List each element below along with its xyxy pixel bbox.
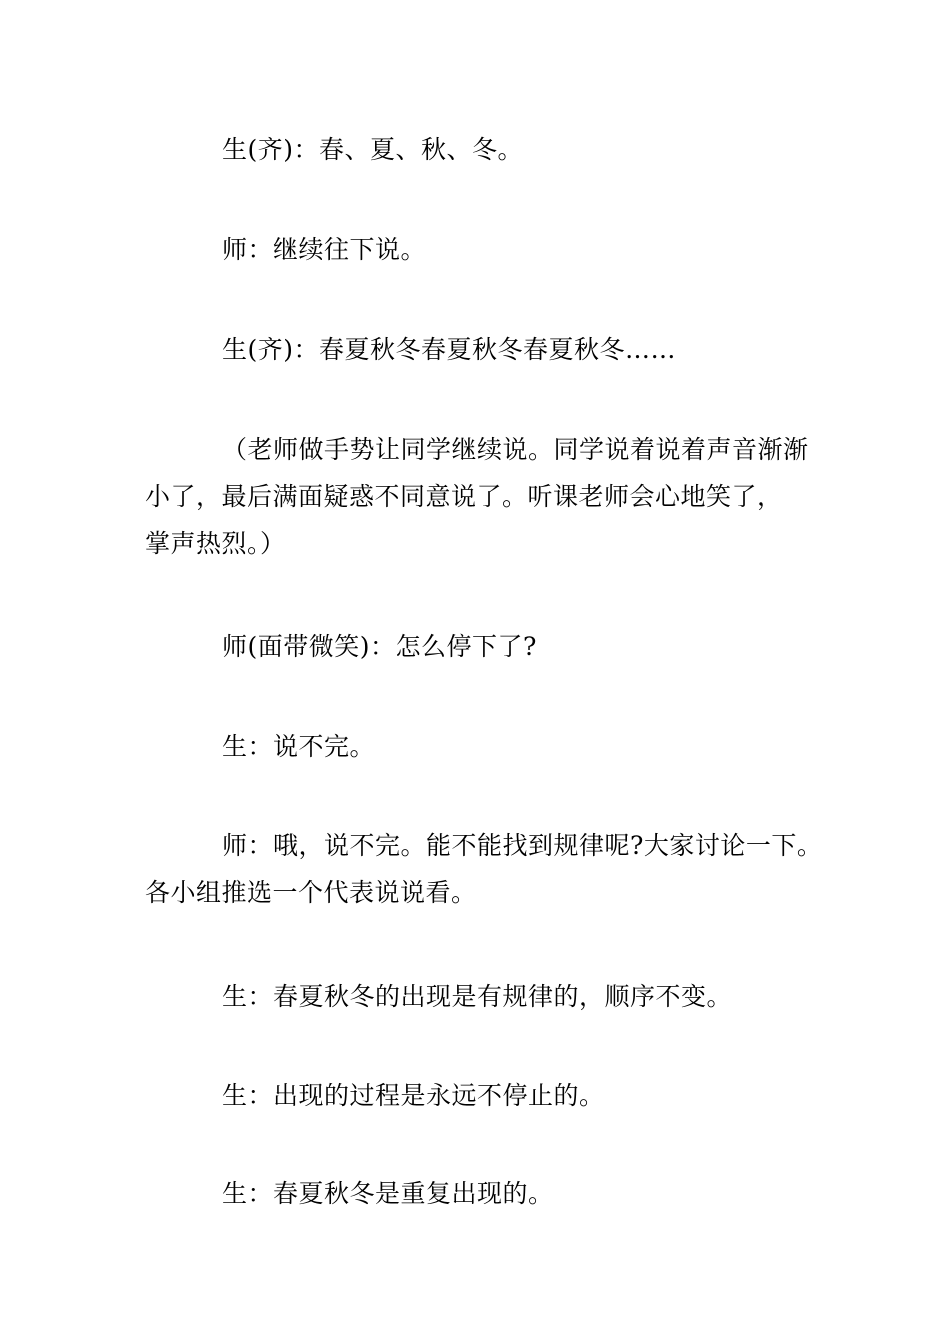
paragraph-4-line-1: （老师做手势让同学继续说。同学说着说着声音渐渐: [222, 435, 809, 464]
paragraph-4-line-3: 掌声热烈。）: [145, 529, 286, 558]
paragraph-7-line-1: 师：哦，说不完。能不能找到规律呢?大家讨论一下。: [222, 831, 823, 860]
paragraph-6: 生：说不完。: [222, 732, 376, 761]
paragraph-5: 师(面带微笑)：怎么停下了?: [222, 632, 537, 661]
paragraph-7: [145, 822, 825, 916]
paragraph-3: 生(齐)：春夏秋冬春夏秋冬春夏秋冬……: [222, 335, 677, 364]
paragraph-7-line-2: 各小组推选一个代表说说看。: [145, 878, 477, 907]
paragraph-1: 生(齐)：春、夏、秋、冬。: [222, 135, 524, 164]
paragraph-9: 生：出现的过程是永远不停止的。: [222, 1081, 605, 1110]
paragraph-8: 生：春夏秋冬的出现是有规律的，顺序不变。: [222, 982, 733, 1011]
paragraph-4-line-2: 小了，最后满面疑惑不同意说了。听课老师会心地笑了，: [145, 482, 783, 511]
paragraph-10: 生：春夏秋冬是重复出现的。: [222, 1179, 554, 1208]
paragraph-4: [145, 426, 825, 567]
paragraph-2: 师：继续往下说。: [222, 235, 427, 264]
